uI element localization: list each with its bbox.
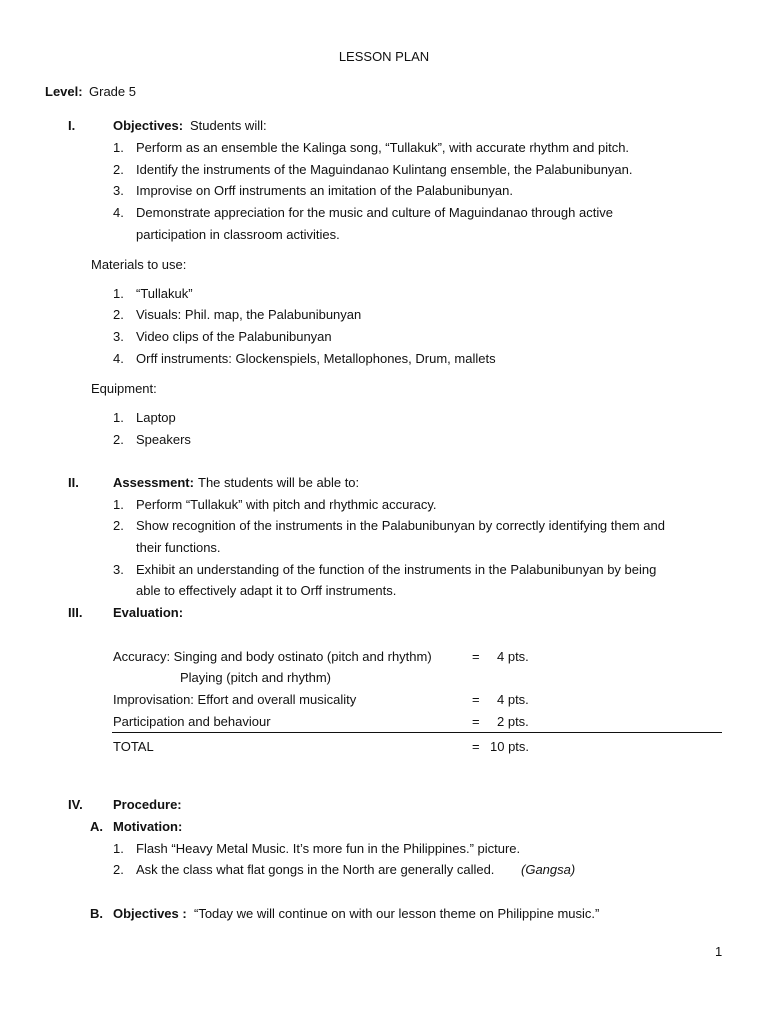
material-item: “Tullakuk” xyxy=(136,286,193,301)
list-number: 3. xyxy=(113,562,124,577)
assessment-item: Exhibit an understanding of the function of the instruments in the Palabunibunyan by being xyxy=(136,562,657,577)
evaluation-row-points: 4 pts. xyxy=(497,692,529,707)
evaluation-row-eq: = xyxy=(472,692,480,707)
evaluation-row-label: Accuracy: Singing and body ostinato (pitch and rhythm) xyxy=(113,649,432,664)
evaluation-row-eq: = xyxy=(472,714,480,729)
assessment-item: Perform “Tullakuk” with pitch and rhythmic accuracy. xyxy=(136,497,437,512)
assessment-intro: The students will be able to: xyxy=(198,475,360,490)
list-number: 1. xyxy=(113,140,124,155)
list-number: 1. xyxy=(113,410,124,425)
objectives-heading: Objectives: xyxy=(113,118,184,133)
motivation-letter: A. xyxy=(90,819,103,834)
equipment-item: Laptop xyxy=(136,410,176,425)
evaluation-numeral: III. xyxy=(68,605,83,620)
list-number: 2. xyxy=(113,862,124,877)
assessment-item: Show recognition of the instruments in the Palabunibunyan by correctly identifying them and xyxy=(136,518,665,533)
list-number: 2. xyxy=(113,432,124,447)
assessment-heading: Assessment: xyxy=(113,475,194,490)
list-number: 4. xyxy=(113,351,124,366)
page-number: 1 xyxy=(715,944,723,959)
objective-item: Identify the instruments of the Maguindanao Kulintang ensemble, the Palabunibunyan. xyxy=(136,162,633,177)
procedure-heading: Procedure: xyxy=(113,797,182,812)
evaluation-row-label: Participation and behaviour xyxy=(113,714,271,729)
motivation-heading: Motivation: xyxy=(113,819,183,834)
material-item: Visuals: Phil. map, the Palabunibunyan xyxy=(136,307,362,322)
motivation-item: Flash “Heavy Metal Music. It’s more fun in the Philippines.” picture. xyxy=(136,841,521,856)
lesson-objectives-heading: Objectives : xyxy=(113,906,187,921)
assessment-item-continuation: able to effectively adapt it to Orff instruments. xyxy=(136,583,397,598)
objectives-intro: Students will: xyxy=(190,118,267,133)
evaluation-row-points: 4 pts. xyxy=(497,649,529,664)
evaluation-total-eq: = xyxy=(472,739,480,754)
list-number: 1. xyxy=(113,286,124,301)
evaluation-row-points: 2 pts. xyxy=(497,714,529,729)
objective-item: Perform as an ensemble the Kalinga song, “Tullakuk”, with accurate rhythm and pitch. xyxy=(136,140,630,155)
lesson-objectives-letter: B. xyxy=(90,906,103,921)
assessment-numeral: II. xyxy=(68,475,79,490)
list-number: 3. xyxy=(113,329,124,344)
materials-heading: Materials to use: xyxy=(91,257,187,272)
list-number: 3. xyxy=(113,183,124,198)
assessment-item-continuation: their functions. xyxy=(136,540,221,555)
equipment-item: Speakers xyxy=(136,432,191,447)
objective-item: Improvise on Orff instruments an imitation of the Palabunibunyan. xyxy=(136,183,513,198)
objective-item: Demonstrate appreciation for the music and culture of Maguindanao through active xyxy=(136,205,613,220)
level-value: Grade 5 xyxy=(89,84,136,99)
list-number: 2. xyxy=(113,307,124,322)
evaluation-row-label: Improvisation: Effort and overall musicality xyxy=(113,692,357,707)
list-number: 2. xyxy=(113,518,124,533)
lesson-objectives-text: “Today we will continue on with our lesson theme on Philippine music.” xyxy=(194,906,600,921)
motivation-item: Ask the class what flat gongs in the North are generally called. xyxy=(136,862,495,877)
evaluation-row-eq: = xyxy=(472,649,480,664)
evaluation-total-points: 10 pts. xyxy=(490,739,530,754)
objectives-numeral: I. xyxy=(68,118,76,133)
motivation-answer: (Gangsa) xyxy=(521,862,576,877)
level-label: Level: xyxy=(45,84,83,99)
evaluation-heading: Evaluation: xyxy=(113,605,184,620)
objective-item-continuation: participation in classroom activities. xyxy=(136,227,340,242)
procedure-numeral: IV. xyxy=(68,797,83,812)
evaluation-total-label: TOTAL xyxy=(113,739,154,754)
list-number: 1. xyxy=(113,497,124,512)
page-title: LESSON PLAN xyxy=(338,49,430,64)
equipment-heading: Equipment: xyxy=(91,381,157,396)
list-number: 1. xyxy=(113,841,124,856)
material-item: Orff instruments: Glockenspiels, Metallophones, Drum, mallets xyxy=(136,351,496,366)
list-number: 2. xyxy=(113,162,124,177)
material-item: Video clips of the Palabunibunyan xyxy=(136,329,332,344)
list-number: 4. xyxy=(113,205,124,220)
total-divider xyxy=(112,732,722,733)
evaluation-row-label: Playing (pitch and rhythm) xyxy=(180,670,332,685)
